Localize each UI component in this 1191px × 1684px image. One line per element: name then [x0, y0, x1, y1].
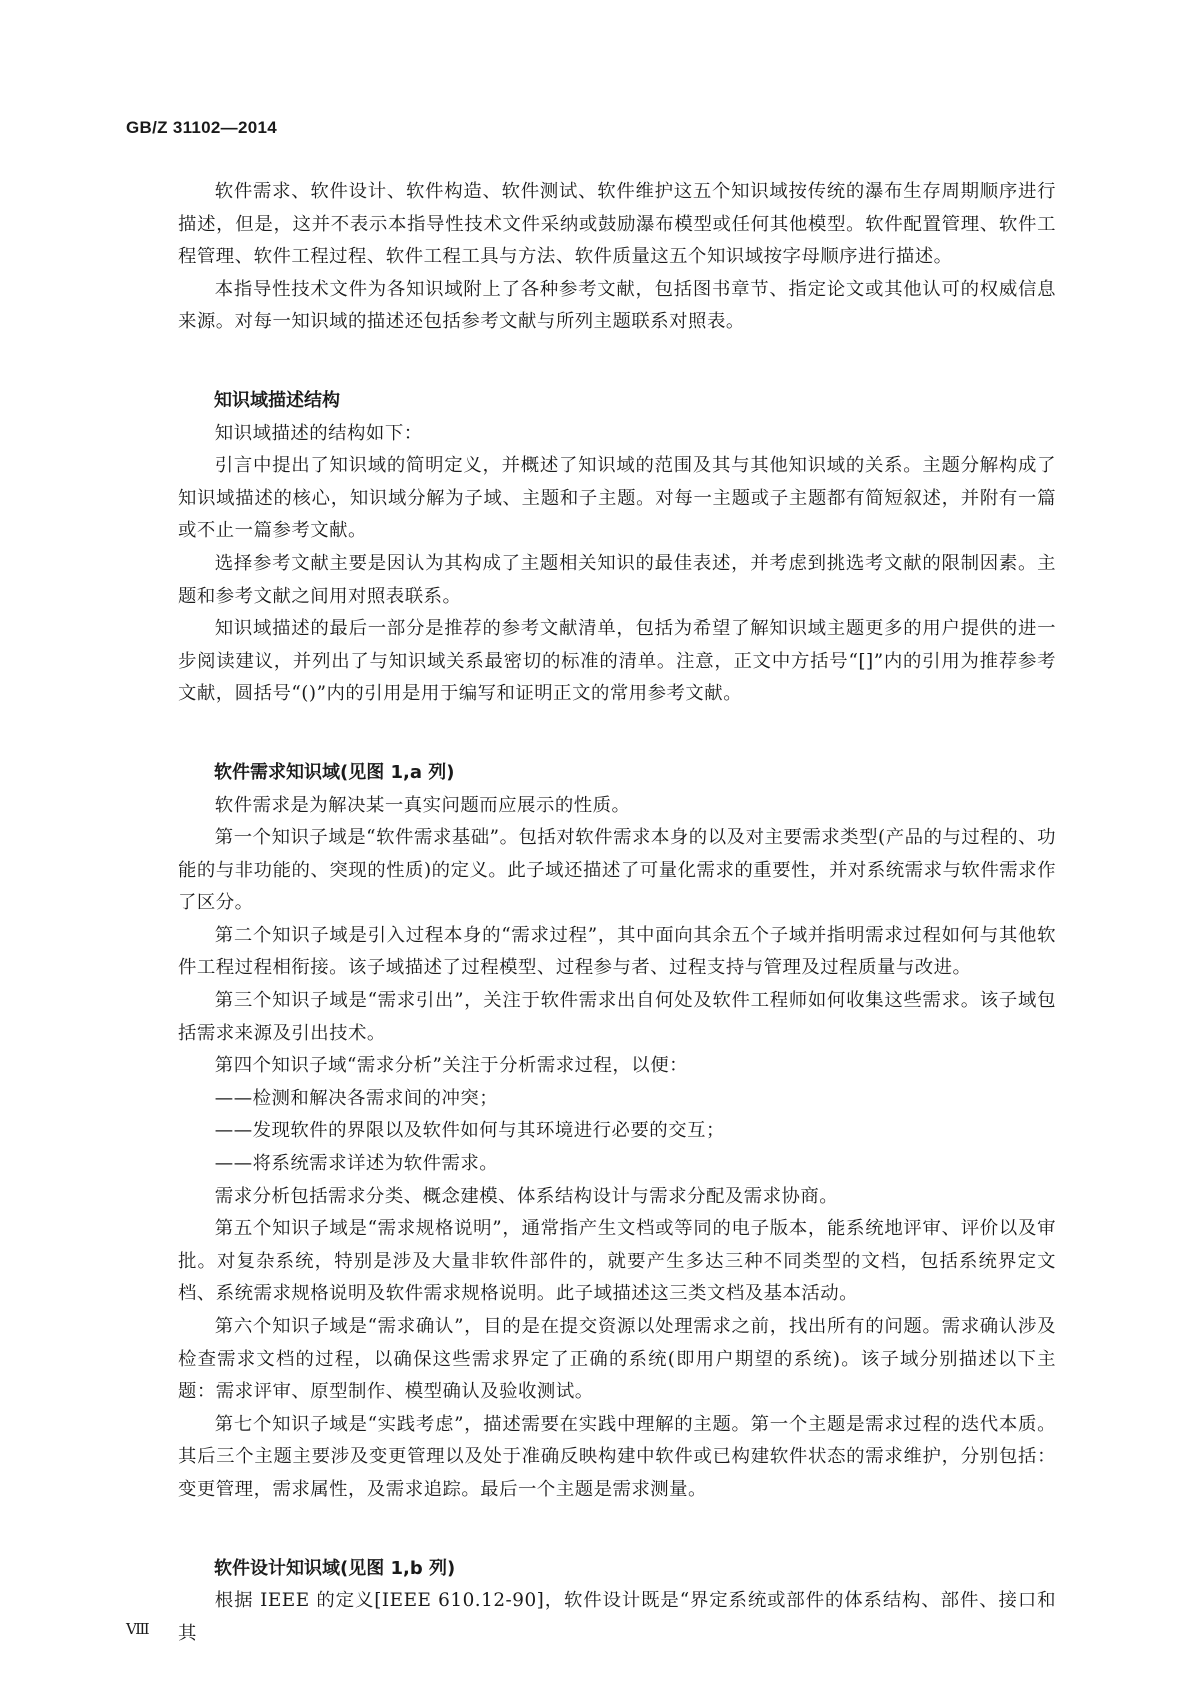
paragraph: 软件需求、软件设计、软件构造、软件测试、软件维护这五个知识域按传统的瀑布生存周期顺序进行描述，但是，这并不表示本指导性技术文件采纳或鼓励瀑布模型或任何其他模型。软件配置管理、软件工程管理、软件工程过程、软件工程工具与方法、软件质量这五个知识域按字母顺序进行描述。 [178, 181, 1056, 268]
dash-list-item: ——发现软件的界限以及软件如何与其环境进行必要的交互； [214, 1120, 725, 1142]
paragraph: 知识域描述的最后一部分是推荐的参考文献清单，包括为希望了解知识域主题更多的用户提供的进一步阅读建议，并列出了与知识域关系最密切的标准的清单。注意，正文中方括号“[]”内的引用为推荐参考文献，圆括号“()”内的引用是用于编写和证明正文的常用参考文献。 [178, 618, 1056, 705]
section-heading: 软件设计知识域(见图 1,b 列) [214, 1557, 456, 1579]
paragraph: 第二个知识子域是引入过程本身的“需求过程”，其中面向其余五个子域并指明需求过程如何与其他软件工程过程相衔接。该子域描述了过程模型、过程参与者、过程支持与管理及过程质量与改进。 [178, 924, 1056, 979]
paragraph: 本指导性技术文件为各知识域附上了各种参考文献，包括图书章节、指定论文或其他认可的权威信息来源。对每一知识域的描述还包括参考文献与所列主题联系对照表。 [178, 278, 1056, 333]
paragraph: 选择参考文献主要是因认为其构成了主题相关知识的最佳表述，并考虑到挑选考文献的限制因素。主题和参考文献之间用对照表联系。 [178, 552, 1056, 607]
paragraph: 第三个知识子域是“需求引出”，关注于软件需求出自何处及软件工程师如何收集这些需求。该子域包括需求来源及引出技术。 [178, 990, 1056, 1044]
paragraph: 第四个知识子域“需求分析”关注于分析需求过程，以便： [214, 1055, 688, 1077]
paragraph: 需求分析包括需求分类、概念建模、体系结构设计与需求分配及需求协商。 [214, 1185, 839, 1207]
paragraph: 第七个知识子域是“实践考虑”，描述需要在实践中理解的主题。第一个主题是需求过程的迭代本质。其后三个主题主要涉及变更管理以及处于准确反映构建中软件或已构建软件状态的需求维护，分别包括：变更管理，需求属性，及需求追踪。最后一个主题是需求测量。 [178, 1413, 1056, 1500]
paragraph: 第五个知识子域是“需求规格说明”，通常指产生文档或等同的电子版本，能系统地评审、评价以及审批。对复杂系统，特别是涉及大量非软件部件的，就要产生多达三种不同类型的文档，包括系统界定文档、系统需求规格说明及软件需求规格说明。此子域描述这三类文档及基本活动。 [178, 1218, 1056, 1305]
requirements-section [178, 757, 1056, 1507]
page-body [178, 176, 1056, 1650]
page-number: Ⅷ [126, 1620, 150, 1638]
document-code: GB/Z 31102—2014 [126, 118, 277, 137]
intro-section [178, 176, 1056, 339]
section-heading: 知识域描述结构 [214, 389, 340, 411]
structure-section [178, 385, 1056, 711]
paragraph: 软件需求是为解决某一真实问题而应展示的性质。 [214, 794, 631, 816]
paragraph: 引言中提出了知识域的简明定义，并概述了知识域的范围及其与其他知识域的关系。主题分解构成了知识域描述的核心，知识域分解为子域、主题和子主题。对每一主题或子主题都有简短叙述，并附有一篇或不止一篇参考文献。 [178, 455, 1056, 542]
design-section [178, 1553, 1056, 1651]
paragraph: 根据 IEEE 的定义[IEEE 610.12-90]，软件设计既是“界定系统或部件的体系结构、部件、接口和其 [178, 1590, 1056, 1644]
dash-list-item: ——检测和解决各需求间的冲突； [214, 1087, 499, 1109]
dash-list-item: ——将系统需求详述为软件需求。 [214, 1153, 499, 1175]
section-heading: 软件需求知识域(见图 1,a 列) [214, 761, 455, 783]
paragraph: 知识域描述的结构如下： [214, 422, 423, 444]
paragraph: 第六个知识子域是“需求确认”，目的是在提交资源以处理需求之前，找出所有的问题。需求确认涉及检查需求文档的过程，以确保这些需求界定了正确的系统(即用户期望的系统)。该子域分别描述以下主题：需求评审、原型制作、模型确认及验收测试。 [178, 1316, 1056, 1403]
paragraph: 第一个知识子域是“软件需求基础”。包括对软件需求本身的以及对主要需求类型(产品的与过程的、功能的与非功能的、突现的性质)的定义。此子域还描述了可量化需求的重要性，并对系统需求与软件需求作了区分。 [178, 827, 1056, 914]
